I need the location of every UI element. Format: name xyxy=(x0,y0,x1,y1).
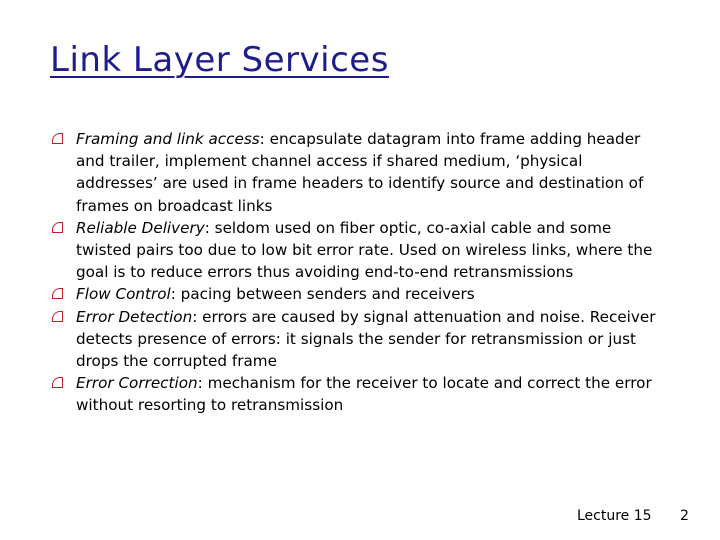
bullet-square-icon xyxy=(52,377,63,388)
page-title: Link Layer Services xyxy=(50,40,389,80)
list-item xyxy=(50,128,660,217)
page-number: 2 xyxy=(680,508,689,524)
list-item xyxy=(50,372,660,416)
bullet-square-icon xyxy=(52,288,63,299)
list-item xyxy=(50,217,660,284)
bullet-text: : errors are caused by signal attenuation and noise. Receiver detects presence of errors: it signals the sender for retransmission or just drops the corrupted frame xyxy=(76,307,656,371)
bullet-list xyxy=(50,128,660,417)
bullet-square-icon xyxy=(52,222,63,233)
bullet-square-icon xyxy=(52,311,63,322)
footer-lecture-label: Lecture 15 xyxy=(577,508,652,524)
bullet-text: : pacing between senders and receivers xyxy=(170,285,475,304)
bullet-term: Reliable Delivery xyxy=(76,218,205,237)
bullet-text: : mechanism for the receiver to locate and correct the error without resorting to retransmission xyxy=(76,374,652,415)
bullet-term: Error Detection xyxy=(76,307,193,326)
bullet-text: : seldom used on fiber optic, co-axial cable and some twisted pairs too due to low bit error rate. Used on wireless links, where the goal is to reduce errors thus avoiding end-to-end retransmissions xyxy=(76,218,653,282)
list-item xyxy=(50,283,660,305)
list-item xyxy=(50,306,660,373)
bullet-text: : encapsulate datagram into frame adding header and trailer, implement channel access if shared medium, ‘physical addresses’ are used in frame headers to identify source and destination of frames on broadcast links xyxy=(76,130,644,215)
bullet-term: Framing and link access xyxy=(76,130,260,148)
bullet-term: Error Correction xyxy=(76,374,198,393)
bullet-term: Flow Control xyxy=(76,285,171,304)
bullet-square-icon xyxy=(52,133,63,144)
